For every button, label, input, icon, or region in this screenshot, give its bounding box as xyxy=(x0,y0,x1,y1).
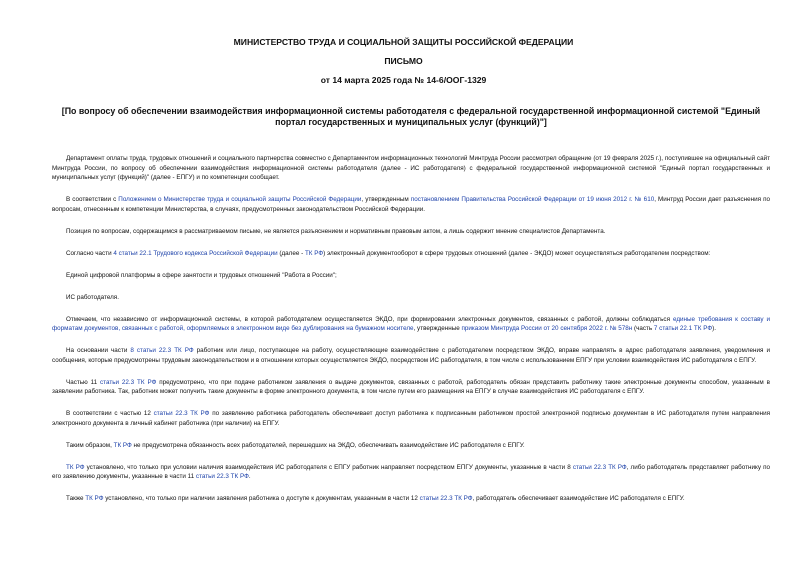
link-art-22-3[interactable]: статьи 22.3 ТК РФ xyxy=(419,495,473,502)
link-unified-requirements[interactable]: единые требования к составу и форматам документов, связанных с работой, оформляемых в электронном виде без дублирования на бумажном носителе xyxy=(52,315,770,332)
text: (часть xyxy=(632,325,654,332)
text: ) электронный документооборот в сфере трудовых отношений (далее - ЭКДО) может осуществляться работодателем посредством: xyxy=(323,249,711,257)
text: На основании части xyxy=(66,347,131,354)
text: , утвержденным xyxy=(361,196,411,203)
text: Также xyxy=(66,495,86,502)
link-labor-code[interactable]: ТК РФ xyxy=(113,441,132,449)
paragraph-7 xyxy=(52,315,770,334)
paragraph-13 xyxy=(52,494,770,504)
document-subject: [По вопросу об обеспечении взаимодействия информационной системы работодателя с федеральной государственной информационной системой "Единый портал государственных и муниципальных услуг (функций)"] xyxy=(61,106,761,127)
text: , утвержденные xyxy=(413,325,462,332)
document-type: ПИСЬМО xyxy=(384,56,423,66)
paragraph-10 xyxy=(52,409,770,428)
ministry-heading: МИНИСТЕРСТВО ТРУДА И СОЦИАЛЬНОЙ ЗАЩИТЫ РОССИЙСКОЙ ФЕДЕРАЦИИ xyxy=(233,37,574,47)
text: , либо работодатель представляет работнику по его заявлению документы, указанные в части 11 xyxy=(52,463,770,480)
text: работник или лицо, поступающее на работу, осуществляющие взаимодействие с работодателем посредством ЭКДО, вправе направлять в адрес работодателя заявления, уведомления и сообщения, которые предусмотрены трудовым законодательством и в отношении которых осуществляется ЭКДО, посредством ИС работодателя, в том числе с использованием ЕПГУ при условии взаимодействия ИС работодателя с ЕПГУ. xyxy=(52,347,770,364)
text: . xyxy=(248,473,251,480)
text: не предусмотрена обязанность всех работодателей, перешедших на ЭКДО, обеспечивать взаимодействие ИС работодателя с ЕПГУ. xyxy=(131,441,525,449)
link-labor-code-art-22-1[interactable]: 4 статьи 22.1 Трудового кодекса Российской Федерации xyxy=(113,249,278,257)
document-body xyxy=(52,154,770,516)
link-labor-code[interactable]: ТК РФ xyxy=(85,495,104,502)
text: В соответствии с xyxy=(66,196,119,203)
link-art-22-3[interactable]: статьи 22.3 ТК РФ xyxy=(572,463,627,471)
link-labor-code[interactable]: ТК РФ xyxy=(304,249,324,257)
text: установлено, что только при наличии заявления работника о доступе к документам, указанным в части 12 xyxy=(103,495,420,502)
text: В соответствии с частью 12 xyxy=(66,410,154,417)
paragraph-9 xyxy=(52,378,770,397)
text: ). xyxy=(712,325,716,332)
link-art-22-3-part-8[interactable]: 8 статьи 22.3 ТК РФ xyxy=(130,347,194,354)
document-date-number: от 14 марта 2025 года № 14-6/ООГ-1329 xyxy=(320,75,487,85)
paragraph-1: Департамент оплаты труда, трудовых отношений и социального партнерства совместно с Департаментом информационных технологий Минтруда России рассмотрел обращение (от 19 февраля 2025 г.), поступившее на официальный сайт Минтруда России, по вопросу об обеспечении взаимодействия информационной системы работодателя (далее - ИС работодателя) с федеральной государственной информационной системой "Единый портал государственных и муниципальных услуг (функций)" (далее - ЕПГУ) и по компетенции сообщает. xyxy=(52,155,770,181)
text: предусмотрено, что при подаче работником заявления о выдаче документов, связанных с работой, работодатель обязан представить работнику такие электронные документы способом, указанным в заявлении работника. Так, работник может получить такие документы в форме электронного документа, в том числе путем его размещения на ЕПГУ в случае взаимодействия ИС работодателя с ЕПГУ. xyxy=(52,378,770,395)
link-labor-code[interactable]: ТК РФ xyxy=(66,463,85,471)
link-art-22-3[interactable]: статьи 22.3 ТК РФ xyxy=(100,378,157,386)
paragraph-11 xyxy=(52,441,770,451)
link-art-22-3[interactable]: статьи 22.3 ТК РФ xyxy=(195,473,249,480)
text: Таким образом, xyxy=(66,441,114,449)
text: , Минтруд России дает разъяснения по вопросам, отнесенным к компетенции Министерства, в случаях, предусмотренных законодательством Российской Федерации. xyxy=(52,196,771,213)
text: Отмечаем, что независимо от информационной системы, в которой работодателем осуществляется ЭКДО, при формировании электронных документов, связанных с работой, должны соблюдаться xyxy=(66,315,673,323)
link-government-decree[interactable]: постановлением Правительства Российской Федерации от 19 июня 2012 г. № 610 xyxy=(410,196,655,203)
link-art-22-1-part-7[interactable]: 7 статьи 22.1 ТК РФ xyxy=(653,325,713,332)
text: по заявлению работника работодатель обеспечивает доступ работника к подписанным работником простой электронной подписью документам в ИС работодателя путем направления электронного документа в личный кабинет работника (при наличии) на ЕПГУ. xyxy=(52,410,770,427)
paragraph-4 xyxy=(52,249,770,259)
text: (далее - xyxy=(277,249,305,257)
paragraph-5: Единой цифровой платформы в сфере занятости и трудовых отношений "Работа в России"; xyxy=(66,271,337,279)
text: Частью 11 xyxy=(66,378,101,386)
link-regulation[interactable]: Положением о Министерстве труда и социальной защиты Российской Федерации xyxy=(118,196,362,203)
link-art-22-3[interactable]: статьи 22.3 ТК РФ xyxy=(153,410,210,417)
text: Согласно части xyxy=(66,249,114,257)
paragraph-8 xyxy=(52,346,770,365)
paragraph-2 xyxy=(52,195,770,214)
text: , работодатель обеспечивает взаимодействие ИС работодателя с ЕПГУ. xyxy=(472,495,685,502)
link-order-578n[interactable]: приказом Минтруда России от 20 сентября 2022 г. № 578н xyxy=(461,325,633,332)
paragraph-12 xyxy=(52,463,770,482)
paragraph-3: Позиция по вопросам, содержащимся в рассматриваемом письме, не является разъяснением и нормативным правовым актом, а лишь содержит мнение специалистов Департамента. xyxy=(66,227,606,235)
text: установлено, что только при условии наличия взаимодействия ИС работодателя с ЕПГУ работник направляет посредством ЕПГУ документы, указанные в части 8 xyxy=(84,463,573,471)
paragraph-6: ИС работодателя. xyxy=(66,293,119,301)
